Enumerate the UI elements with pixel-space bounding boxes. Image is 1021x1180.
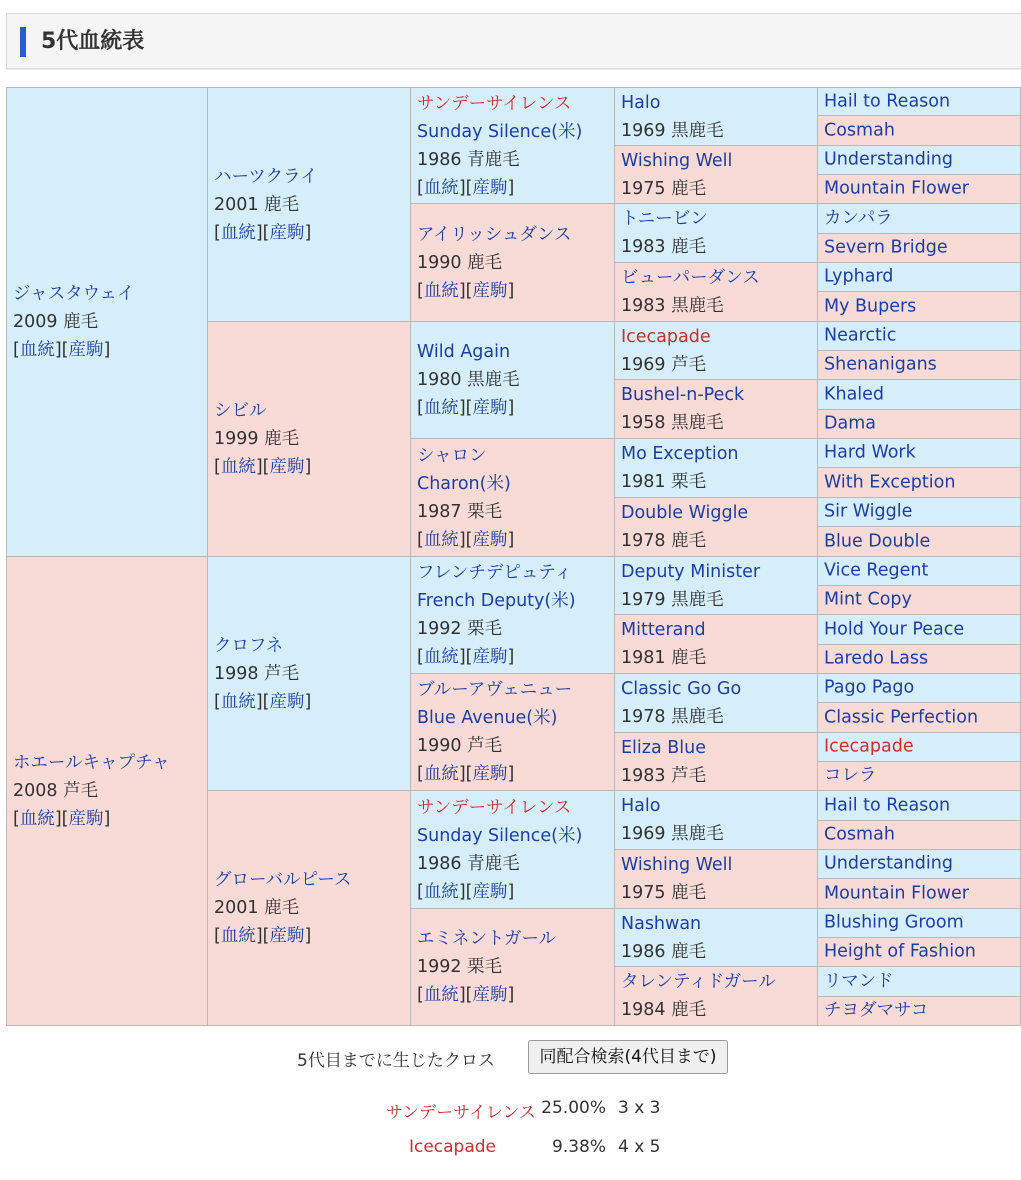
bracket-mid: ][	[458, 985, 473, 1005]
bracket-close: ]	[103, 809, 111, 829]
pedigree-link[interactable]: 血統	[423, 881, 459, 902]
horse-name-link[interactable]: ブルーアヴェニュー	[417, 680, 573, 700]
pedigree-cell-gen1	[6, 557, 208, 1026]
cross-row-name[interactable]: Icecapade	[408, 1137, 496, 1157]
pedigree-table	[6, 87, 1021, 1026]
bracket-close: ]	[507, 985, 515, 1005]
pedigree-cell-gen5	[818, 116, 1021, 146]
pedigree-cell-gen5	[818, 733, 1021, 762]
section-title: 5代血統表	[41, 29, 145, 54]
horse-birth-color: 1958 黒鹿毛	[621, 413, 724, 433]
horse-english-name-link[interactable]: Sunday Silence(米)	[417, 121, 583, 142]
pedigree-cell-gen5	[818, 322, 1021, 351]
horse-links	[214, 922, 408, 950]
horse-name-link[interactable]: タレンティドガール	[621, 972, 776, 992]
bracket-close: ]	[304, 926, 312, 946]
bracket-close: ]	[507, 881, 515, 902]
pedigree-cell-gen3	[411, 674, 615, 791]
bracket-close: ]	[304, 457, 312, 477]
pedigree-cell-gen3	[411, 322, 615, 439]
cross-row-name[interactable]: サンデーサイレンス	[385, 1103, 536, 1123]
horse-links	[417, 643, 612, 671]
horse-name-link[interactable]: ジャスタウェイ	[13, 284, 135, 304]
pedigree-cell-gen3	[411, 87, 615, 204]
horse-name-link[interactable]: Bushel-n-Peck	[621, 385, 745, 405]
horse-name-link[interactable]: シャロン	[417, 445, 487, 466]
bracket-open: [	[417, 280, 424, 301]
horse-name-link[interactable]: シビル	[214, 401, 267, 421]
bracket-mid: ][	[54, 340, 69, 360]
pedigree-cell-gen4	[615, 850, 818, 909]
horse-name-link[interactable]: Icecapade	[824, 736, 914, 757]
cross-label: 5代目までに生じたクロス	[297, 1051, 495, 1071]
horse-name-link[interactable]: My Bupers	[824, 296, 917, 316]
bracket-open: [	[214, 222, 221, 243]
bracket-open: [	[13, 340, 20, 360]
horse-links	[417, 878, 612, 906]
progeny-link[interactable]: 産駒	[269, 457, 305, 477]
horse-birth-color: 2001 鹿毛	[214, 898, 300, 918]
horse-name-link[interactable]: Understanding	[824, 853, 953, 874]
horse-links	[13, 336, 205, 364]
pedigree-cell-gen5	[818, 234, 1021, 263]
horse-name-link[interactable]: トニービン	[621, 209, 708, 229]
horse-birth-color: 1998 芦毛	[214, 663, 300, 684]
horse-birth-color: 1978 鹿毛	[621, 531, 707, 551]
pedigree-cell-gen4	[615, 909, 818, 967]
horse-birth-color: 1987 栗毛	[417, 501, 503, 522]
pedigree-cell-gen5	[818, 498, 1021, 527]
bracket-mid: ][	[458, 764, 473, 784]
horse-name-link[interactable]: アイリッシュダンス	[417, 224, 572, 245]
bracket-mid: ][	[458, 647, 473, 667]
horse-name-link[interactable]: ビューパーダンス	[621, 268, 760, 288]
bracket-mid: ][	[458, 280, 473, 301]
pedigree-link[interactable]: 血統	[19, 340, 55, 360]
bracket-open: [	[214, 691, 221, 712]
pedigree-cell-gen5	[818, 850, 1021, 879]
bracket-open: [	[13, 809, 20, 829]
bracket-mid: ][	[255, 222, 270, 243]
pedigree-cell-gen5	[818, 967, 1021, 997]
horse-birth-color: 1981 栗毛	[621, 472, 707, 492]
pedigree-link[interactable]: 血統	[423, 647, 459, 667]
pedigree-link[interactable]: 血統	[423, 985, 459, 1005]
horse-name-link[interactable]: Shenanigans	[824, 354, 937, 375]
pedigree-cell-gen3	[411, 909, 615, 1026]
pedigree-cell-gen4	[615, 967, 818, 1026]
bracket-mid: ][	[458, 177, 473, 198]
pedigree-link[interactable]: 血統	[220, 457, 256, 477]
pedigree-cell-gen4	[615, 674, 818, 733]
pedigree-cell-gen5	[818, 615, 1021, 645]
pedigree-cell-gen5	[818, 645, 1021, 674]
pedigree-cell-gen5	[818, 909, 1021, 938]
bracket-mid: ][	[458, 881, 473, 902]
horse-birth-color: 1990 鹿毛	[417, 252, 503, 273]
horse-name-link[interactable]: Wild Again	[417, 342, 511, 362]
horse-name-link[interactable]: Classic Perfection	[824, 707, 979, 727]
pedigree-cell-gen5	[818, 175, 1021, 204]
progeny-link[interactable]: 産駒	[269, 691, 305, 712]
horse-birth-color: 1979 黒鹿毛	[621, 589, 724, 610]
horse-name-link[interactable]: Blushing Groom	[824, 912, 964, 933]
horse-name-link[interactable]: ハーツクライ	[214, 166, 318, 187]
bracket-close: ]	[304, 691, 312, 712]
pedigree-cell-gen2	[208, 557, 411, 791]
horse-links	[417, 526, 612, 554]
pedigree-link[interactable]: 血統	[19, 809, 55, 829]
horse-name-link[interactable]: Double Wiggle	[621, 503, 749, 523]
horse-english-name-link[interactable]: Blue Avenue(米)	[417, 708, 558, 728]
progeny-link[interactable]: 産駒	[269, 926, 305, 946]
progeny-link[interactable]: 産駒	[472, 529, 508, 550]
horse-name-link[interactable]: Nashwan	[621, 913, 702, 934]
pedigree-cell-gen5	[818, 586, 1021, 615]
horse-name-link[interactable]: Sir Wiggle	[824, 501, 913, 522]
horse-name-link[interactable]: Lyphard	[824, 266, 894, 287]
pedigree-cell-gen5	[818, 527, 1021, 557]
progeny-link[interactable]: 産駒	[472, 764, 508, 784]
pedigree-cell-gen4	[615, 791, 818, 850]
horse-name-link[interactable]: フレンチデピュティ	[417, 563, 572, 583]
pedigree-cell-gen2	[208, 322, 411, 557]
horse-birth-color: 1990 芦毛	[417, 736, 503, 756]
horse-birth-color: 1992 栗毛	[417, 957, 503, 977]
pedigree-cell-gen5	[818, 703, 1021, 733]
bracket-open: [	[417, 529, 424, 550]
pedigree-cell-gen3	[411, 439, 615, 557]
bracket-open: [	[417, 398, 424, 418]
cross-row-percent: 25.00%	[541, 1098, 606, 1118]
horse-name-link[interactable]: Pago Pago	[824, 677, 915, 698]
progeny-link[interactable]: 産駒	[472, 280, 508, 301]
pedigree-cell-gen1	[6, 87, 208, 557]
horse-name-link[interactable]: With Exception	[824, 472, 956, 492]
pedigree-cell-gen5	[818, 380, 1021, 410]
pedigree-cell-gen5	[818, 557, 1021, 586]
bracket-close: ]	[507, 177, 515, 198]
horse-name-link[interactable]: Mo Exception	[621, 444, 739, 464]
horse-name-link[interactable]: Cosmah	[824, 120, 895, 140]
horse-name-link[interactable]: Cosmah	[824, 824, 895, 845]
horse-name-link[interactable]: Understanding	[824, 149, 953, 170]
horse-birth-color: 1999 鹿毛	[214, 429, 300, 449]
pedigree-link[interactable]: 血統	[423, 764, 459, 784]
horse-name-link[interactable]: Mitterand	[621, 620, 706, 640]
horse-name-link[interactable]: Eliza Blue	[621, 737, 706, 758]
pedigree-cell-gen4	[615, 498, 818, 557]
horse-links	[13, 805, 205, 833]
progeny-link[interactable]: 産駒	[68, 340, 104, 360]
pedigree-cell-gen5	[818, 351, 1021, 380]
horse-birth-color: 1969 黒鹿毛	[621, 824, 724, 844]
pedigree-link[interactable]: 血統	[423, 529, 459, 550]
pedigree-cell-gen5	[818, 879, 1021, 909]
horse-name-link[interactable]: クロフネ	[214, 635, 284, 656]
bracket-open: [	[417, 985, 424, 1005]
horse-name-link[interactable]: エミネントガール	[417, 929, 557, 949]
horse-birth-color: 1984 鹿毛	[621, 1000, 707, 1020]
horse-birth-color: 1986 青鹿毛	[417, 149, 520, 170]
bracket-close: ]	[304, 222, 312, 243]
cross-row-percent: 9.38%	[551, 1137, 606, 1157]
horse-name-link[interactable]: Hail to Reason	[824, 795, 951, 815]
pedigree-cell-gen4	[615, 615, 818, 674]
horse-links	[417, 174, 612, 202]
progeny-link[interactable]: 産駒	[472, 647, 508, 667]
bracket-open: [	[417, 177, 424, 198]
horse-name-link[interactable]: Hail to Reason	[824, 91, 951, 111]
pedigree-cell-gen5	[818, 146, 1021, 175]
horse-birth-color: 1981 鹿毛	[621, 648, 707, 668]
horse-birth-color: 1969 黒鹿毛	[621, 120, 724, 141]
horse-name-link[interactable]: Deputy Minister	[621, 561, 761, 582]
horse-name-link[interactable]: Wishing Well	[621, 150, 733, 171]
progeny-link[interactable]: 産駒	[269, 222, 305, 243]
horse-name-link[interactable]: Hard Work	[824, 442, 916, 463]
bracket-open: [	[417, 647, 424, 667]
pedigree-link[interactable]: 血統	[423, 177, 459, 198]
horse-name-link[interactable]: Halo	[621, 796, 661, 816]
horse-english-name-link[interactable]: Charon(米)	[417, 473, 511, 494]
pedigree-link[interactable]: 血統	[423, 398, 459, 418]
horse-name-link[interactable]: Severn Bridge	[824, 237, 948, 258]
horse-name-link[interactable]: Nearctic	[824, 325, 897, 346]
horse-birth-color: 1983 鹿毛	[621, 237, 707, 257]
horse-links	[417, 760, 612, 788]
bracket-close: ]	[103, 340, 111, 360]
horse-birth-color: 1969 芦毛	[621, 354, 707, 375]
progeny-link[interactable]: 産駒	[472, 881, 508, 902]
bracket-close: ]	[507, 764, 515, 784]
bracket-close: ]	[507, 280, 515, 301]
horse-english-name-link[interactable]: French Deputy(米)	[417, 591, 576, 611]
horse-name-link[interactable]: Height of Fashion	[824, 941, 976, 962]
pedigree-cell-gen4	[615, 146, 818, 204]
horse-name-link[interactable]: Vice Regent	[824, 560, 929, 581]
horse-birth-color: 1978 黒鹿毛	[621, 707, 724, 727]
horse-birth-color: 1975 鹿毛	[621, 178, 707, 199]
horse-name-link[interactable]: Icecapade	[621, 326, 711, 347]
pedigree-cell-gen5	[818, 439, 1021, 468]
bracket-open: [	[417, 764, 424, 784]
horse-birth-color: 1983 黒鹿毛	[621, 296, 724, 316]
bracket-open: [	[214, 926, 221, 946]
pedigree-cell-gen5	[818, 468, 1021, 498]
bracket-open: [	[214, 457, 221, 477]
pedigree-cell-gen4	[615, 733, 818, 791]
header-accent-bar	[20, 27, 26, 57]
pedigree-cell-gen4	[615, 557, 818, 615]
pedigree-cell-gen4	[615, 439, 818, 498]
pedigree-cell-gen5	[818, 791, 1021, 821]
horse-links	[417, 394, 612, 422]
horse-name-link[interactable]: サンデーサイレンス	[417, 797, 572, 818]
pedigree-cell-gen5	[818, 410, 1021, 439]
bracket-mid: ][	[255, 926, 270, 946]
pedigree-link[interactable]: 血統	[423, 280, 459, 301]
horse-birth-color: 1986 青鹿毛	[417, 853, 520, 874]
pedigree-cell-gen4	[615, 322, 818, 380]
progeny-link[interactable]: 産駒	[472, 985, 508, 1005]
horse-birth-color: 1992 栗毛	[417, 619, 503, 639]
horse-links	[214, 453, 408, 481]
horse-name-link[interactable]: Halo	[621, 92, 661, 113]
pedigree-cell-gen4	[615, 87, 818, 146]
horse-links	[214, 219, 408, 247]
same-mating-search-button[interactable]: 同配合検索(4代目まで)	[528, 1040, 728, 1074]
horse-name-link[interactable]: Hold Your Peace	[824, 619, 965, 639]
horse-name-link[interactable]: Khaled	[824, 384, 885, 404]
horse-name-link[interactable]: ホエールキャプチャ	[13, 753, 170, 773]
horse-name-link[interactable]: Dama	[824, 413, 876, 434]
bracket-mid: ][	[54, 809, 69, 829]
pedigree-link[interactable]: 血統	[220, 926, 256, 946]
cross-row-pattern: 3 x 3	[618, 1098, 661, 1118]
horse-name-link[interactable]: Wishing Well	[621, 855, 733, 875]
horse-name-link[interactable]: Classic Go Go	[621, 679, 742, 699]
pedigree-cell-gen5	[818, 674, 1021, 703]
pedigree-cell-gen2	[208, 87, 411, 322]
bracket-open: [	[417, 881, 424, 902]
pedigree-cell-gen5	[818, 821, 1021, 850]
horse-birth-color: 2008 芦毛	[13, 781, 99, 801]
horse-name-link[interactable]: カンパラ	[824, 208, 893, 228]
horse-name-link[interactable]: Laredo Lass	[824, 648, 929, 669]
pedigree-cell-gen5	[818, 204, 1021, 234]
pedigree-cell-gen5	[818, 938, 1021, 967]
horse-name-link[interactable]: Mint Copy	[824, 589, 912, 610]
pedigree-cell-gen5	[818, 762, 1021, 791]
bracket-mid: ][	[255, 457, 270, 477]
horse-birth-color: 2001 鹿毛	[214, 194, 300, 215]
pedigree-cell-gen5	[818, 87, 1021, 116]
bracket-close: ]	[507, 647, 515, 667]
horse-links	[214, 688, 408, 716]
pedigree-cell-gen3	[411, 557, 615, 674]
section-header	[6, 13, 1021, 69]
horse-links	[417, 277, 612, 305]
progeny-link[interactable]: 産駒	[68, 809, 104, 829]
pedigree-cell-gen4	[615, 263, 818, 322]
horse-birth-color: 2009 鹿毛	[13, 312, 99, 332]
cross-row-pattern: 4 x 5	[618, 1137, 661, 1157]
bracket-mid: ][	[458, 529, 473, 550]
bracket-close: ]	[507, 529, 515, 550]
progeny-link[interactable]: 産駒	[472, 398, 508, 418]
pedigree-cell-gen5	[818, 292, 1021, 322]
bracket-close: ]	[507, 398, 515, 418]
horse-name-link[interactable]: チヨダマサコ	[824, 1000, 929, 1021]
horse-birth-color: 1983 芦毛	[621, 765, 707, 786]
horse-birth-color: 1986 鹿毛	[621, 941, 707, 962]
horse-name-link[interactable]: サンデーサイレンス	[417, 93, 572, 114]
pedigree-cell-gen5	[818, 997, 1021, 1026]
bracket-mid: ][	[255, 691, 270, 712]
horse-name-link[interactable]: コレラ	[824, 765, 877, 786]
horse-name-link[interactable]: Blue Double	[824, 531, 931, 551]
pedigree-cell-gen4	[615, 204, 818, 263]
progeny-link[interactable]: 産駒	[472, 177, 508, 198]
pedigree-cell-gen3	[411, 791, 615, 909]
bracket-mid: ][	[458, 398, 473, 418]
horse-name-link[interactable]: リマンド	[824, 971, 894, 991]
horse-birth-color: 1975 鹿毛	[621, 883, 707, 903]
pedigree-cell-gen5	[818, 263, 1021, 292]
horse-name-link[interactable]: Mountain Flower	[824, 883, 969, 903]
pedigree-cell-gen4	[615, 380, 818, 439]
horse-name-link[interactable]: Mountain Flower	[824, 178, 969, 199]
horse-name-link[interactable]: グローバルピース	[214, 870, 352, 890]
horse-english-name-link[interactable]: Sunday Silence(米)	[417, 825, 583, 846]
horse-birth-color: 1980 黒鹿毛	[417, 370, 520, 390]
pedigree-cell-gen2	[208, 791, 411, 1026]
horse-links	[417, 981, 612, 1009]
pedigree-link[interactable]: 血統	[220, 222, 256, 243]
pedigree-cell-gen3	[411, 204, 615, 322]
pedigree-link[interactable]: 血統	[220, 691, 256, 712]
